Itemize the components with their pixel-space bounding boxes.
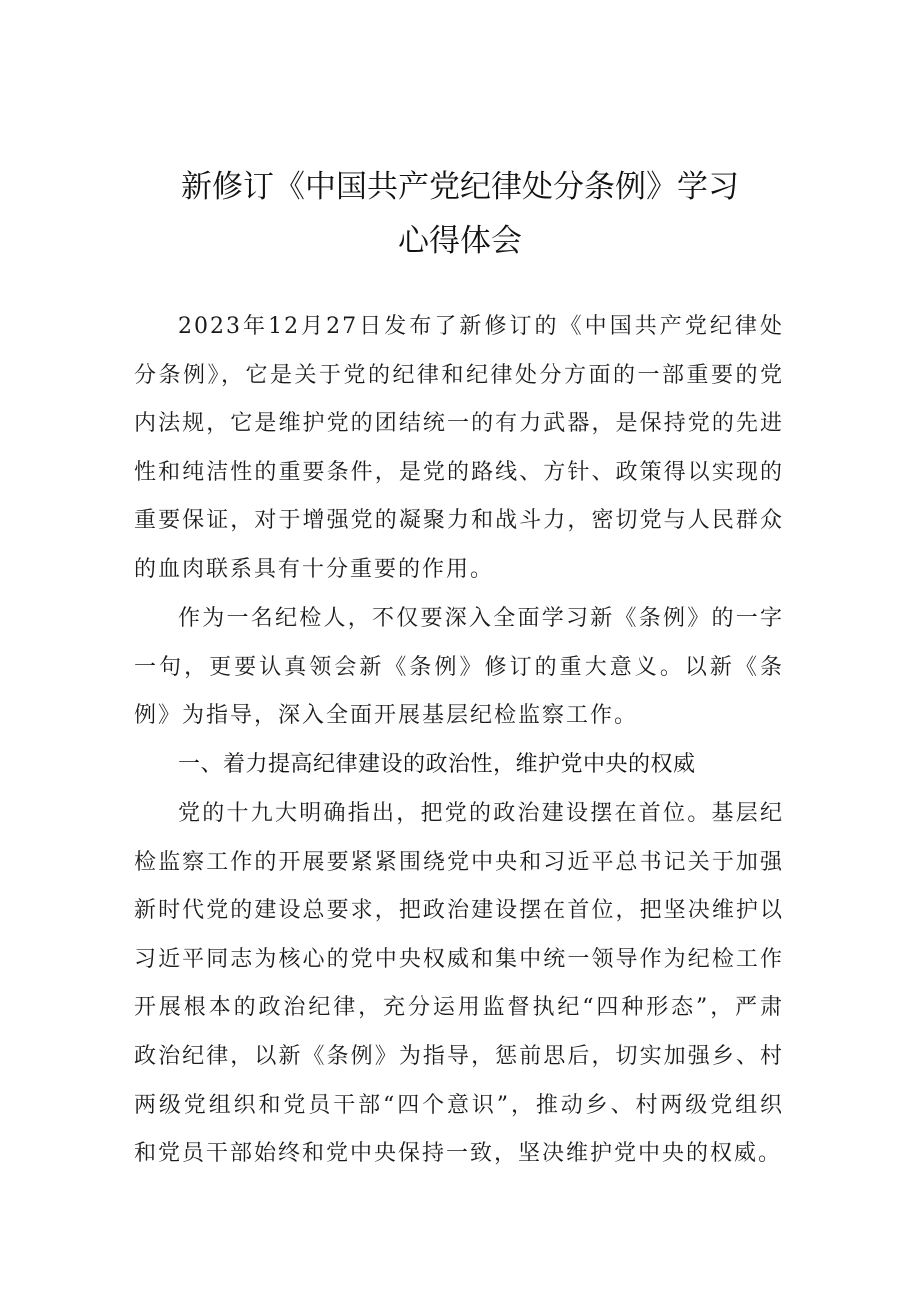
section-heading-1: 一、着力提高纪律建设的政治性，维护党中央的权威 xyxy=(178,752,696,777)
paragraph-role: 作为一名纪检人，不仅要深入全面学习新《条例》的一字一句，更要认真领会新《条例》修订的重大意义。以新《条例》为指导，深入全面开展基层纪检监察工作。 xyxy=(134,606,784,729)
paragraph-intro: 2023年12月27日发布了新修订的《中国共产党纪律处分条例》，它是关于党的纪律和纪律处分方面的一部重要的党内法规，它是维护党的团结统一的有力武器，是保持党的先进性和纯洁性的重要条件，是党的路线、方针、政策得以实现的重要保证，对于增强党的凝聚力和战斗力，密切党与人民群众的血肉联系具有十分重要的作用。 xyxy=(134,314,784,582)
document-title-line-1: 新修订《中国共产党纪律处分条例》学习 xyxy=(181,169,739,205)
document-title-line-2: 心得体会 xyxy=(398,223,522,259)
paragraph-section-1: 党的十九大明确指出，把党的政治建设摆在首位。基层纪检监察工作的开展要紧紧围绕党中央和习近平总书记关于加强新时代党的建设总要求，把政治建设摆在首位，把坚决维护以习近平同志为核心的党中央权威和集中统一领导作为纪检工作开展根本的政治纪律，充分运用监督执纪“四种形态”，严肃政治纪律，以新《条例》为指导，惩前思后，切实加强乡、村两级党组织和党员干部“四个意识”，推动乡、村两级党组织和党员干部始终和党中央保持一致，坚决维护党中央的权威。 xyxy=(134,801,784,1167)
